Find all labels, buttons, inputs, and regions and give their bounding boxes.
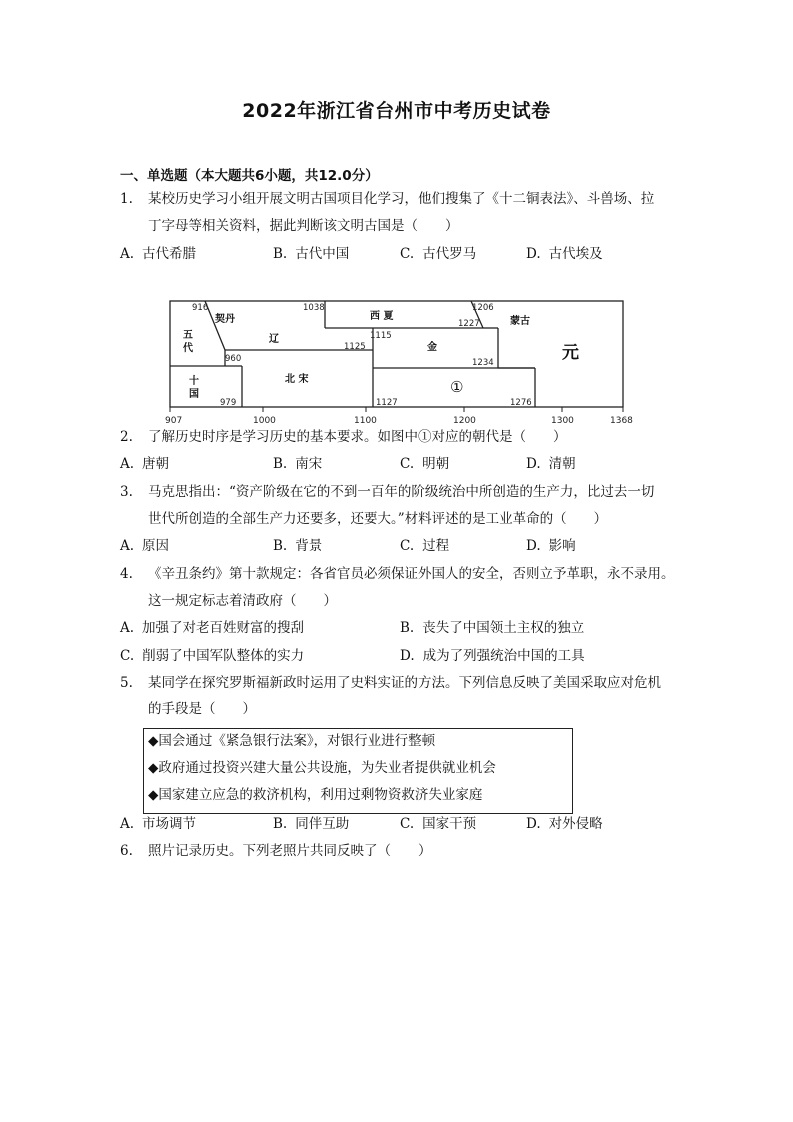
year-label: 1125 [344,342,366,352]
question-text: 丁字母等相关资料，据此判断该文明古国是（ ） [148,218,459,234]
question-text: 照片记录历史。下列老照片共同反映了（ ） [148,843,432,859]
question-text: 某同学在探究罗斯福新政时运用了史料实证的方法。下列信息反映了美国采取应对危机 [148,675,661,691]
region-yuan: 元 [562,343,579,363]
region-unknown-marker: ① [450,378,464,396]
axis-tick-label: 1300 [551,416,574,426]
year-label: 1127 [376,398,398,408]
option-b[interactable]: B. 古代中国 [273,246,350,262]
region-jin: 金 [427,342,437,353]
year-label: 1234 [472,358,494,368]
option-a[interactable]: A. 加强了对老百姓财富的搜刮 [120,620,305,636]
year-label: 1276 [510,398,532,408]
year-label: 1206 [472,303,494,313]
question-text: 某校历史学习小组开展文明古国项目化学习，他们搜集了《十二铜表法》、斗兽场、拉 [148,191,655,207]
question-number: 3. [120,484,133,500]
question-text: 了解历史时序是学习历史的基本要求。如图中①对应的朝代是（ ） [148,429,567,445]
question-number: 2. [120,429,133,445]
dynasty-timeline-diagram [165,298,635,428]
region-wudai: 代 [183,343,193,354]
region-beisong: 北 宋 [285,374,309,385]
option-a[interactable]: A. 唐朝 [120,456,170,472]
axis-tick-label: 1200 [453,416,476,426]
region-xixia: 西 夏 [370,311,394,322]
option-d[interactable]: D. 成为了列强统治中国的工具 [400,648,585,664]
question-number: 4. [120,566,133,582]
option-a[interactable]: A. 市场调节 [120,816,197,832]
region-liao: 辽 [269,334,279,345]
option-d[interactable]: D. 古代埃及 [526,246,603,262]
year-label: 1038 [303,303,325,313]
source-material-item: ◆国家建立应急的救济机构，利用过剩物资救济失业家庭 [148,787,483,803]
option-c[interactable]: C. 明朝 [400,456,450,472]
source-material-item: ◆政府通过投资兴建大量公共设施，为失业者提供就业机会 [148,760,496,776]
axis-tick-label: 907 [165,416,183,426]
question-number: 6. [120,843,133,859]
region-shiguo: 国 [189,389,199,400]
region-mongol: 蒙古 [510,316,530,327]
question-text: 的手段是（ ） [148,701,256,717]
question-text: 马克思指出：“资产阶级在它的不到一百年的阶级统治中所创造的生产力，比过去一切 [148,484,655,500]
option-c[interactable]: C. 削弱了中国军队整体的实力 [120,648,305,664]
option-a[interactable]: A. 原因 [120,538,170,554]
option-d[interactable]: D. 影响 [526,538,576,554]
region-qidan: 契丹 [215,314,235,325]
question-text: 这一规定标志着清政府（ ） [148,593,337,609]
year-label: 1227 [458,319,480,329]
axis-tick-label: 1368 [610,416,633,426]
exam-title: 2022年浙江省台州市中考历史试卷 [242,100,551,122]
year-label: 916 [192,303,209,313]
option-b[interactable]: B. 同伴互助 [273,816,350,832]
option-b[interactable]: B. 南宋 [273,456,323,472]
question-text: 世代所创造的全部生产力还要多，还要大。”材料评述的是工业革命的（ ） [148,511,608,527]
source-material-item: ◆国会通过《紧急银行法案》，对银行业进行整顿 [148,733,436,749]
option-c[interactable]: C. 过程 [400,538,450,554]
year-label: 979 [220,398,237,408]
axis-tick-label: 1000 [253,416,276,426]
axis-tick-label: 1100 [354,416,377,426]
region-wudai: 五 [183,330,193,341]
option-c[interactable]: C. 古代罗马 [400,246,477,262]
option-b[interactable]: B. 背景 [273,538,323,554]
option-d[interactable]: D. 清朝 [526,456,576,472]
option-a[interactable]: A. 古代希腊 [120,246,197,262]
question-text: 《辛丑条约》第十款规定：各省官员必须保证外国人的安全，否则立予革职，永不录用。 [148,566,675,582]
year-label: 960 [225,354,242,364]
section-heading: 一、单选题（本大题共6小题，共12.0分） [120,168,379,184]
option-c[interactable]: C. 国家干预 [400,816,477,832]
question-number: 1. [120,191,133,207]
question-number: 5. [120,675,133,691]
option-b[interactable]: B. 丧失了中国领土主权的独立 [400,620,585,636]
option-d[interactable]: D. 对外侵略 [526,816,603,832]
year-label: 1115 [370,331,392,341]
region-shiguo: 十 [189,376,199,387]
